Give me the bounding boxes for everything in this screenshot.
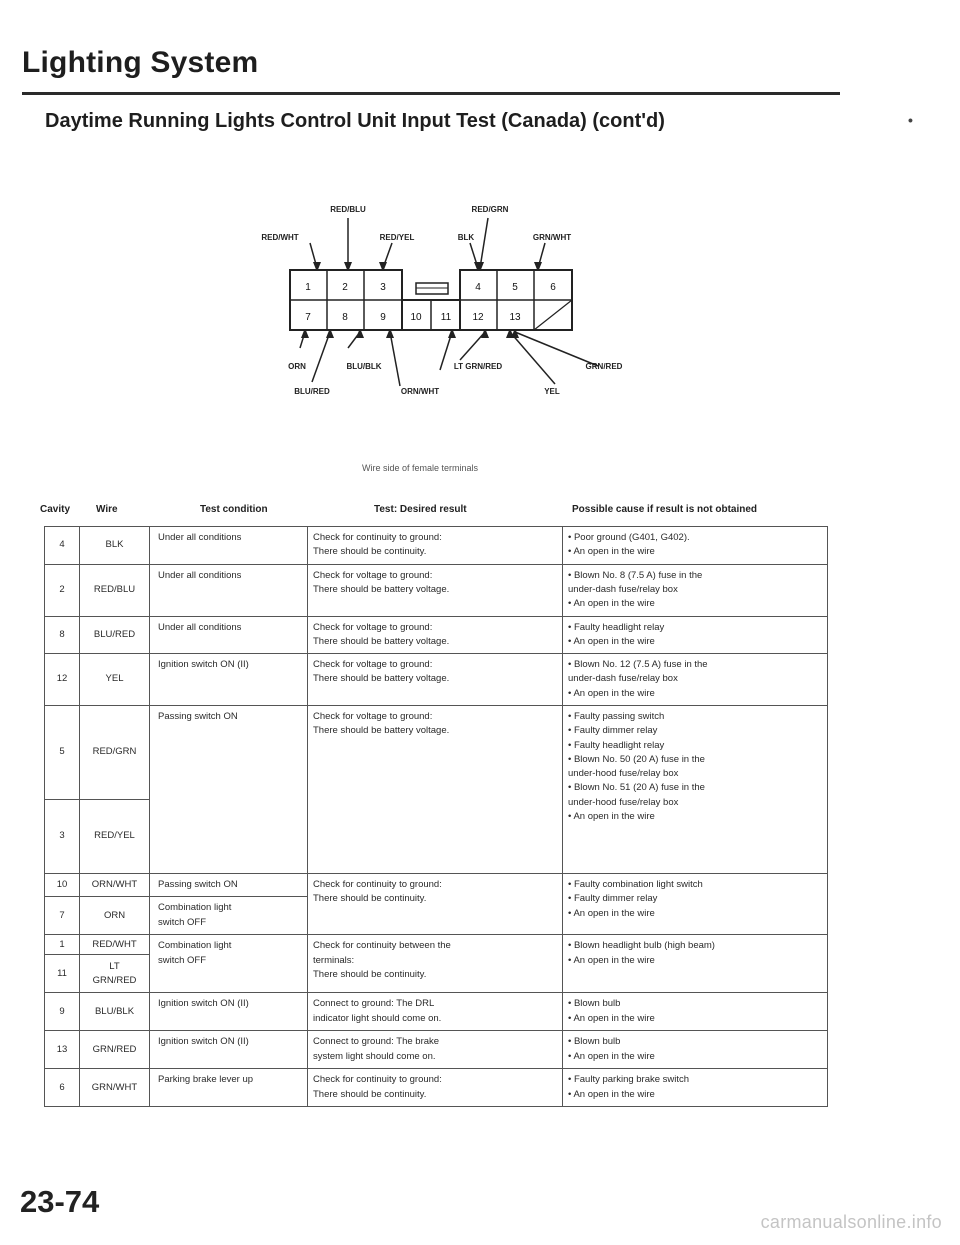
cavity-cell: 3 [45, 800, 80, 874]
desired-result-cell: Connect to ground: The DRL indicator light should come on. [308, 993, 563, 1031]
cavity-num: 6 [550, 282, 556, 293]
wire-label-red-yel: RED/YEL [379, 233, 415, 242]
wire-color-cell: BLK [80, 527, 150, 565]
desired-result-cell: Check for voltage to ground: There should be battery voltage. [308, 654, 563, 706]
wire-label-lt-grn-red: LT GRN/RED [453, 362, 503, 371]
cause-line: • Faulty parking brake switch [568, 1074, 690, 1086]
table-row [45, 564, 828, 616]
condition-cell: Combination light switch OFF [150, 935, 308, 993]
condition-cell: Passing switch ON [150, 706, 308, 874]
cause-line: • Faulty passing switch [568, 711, 665, 722]
cause-line: • An open in the wire [568, 907, 655, 919]
cause-line: under-dash fuse/relay box [568, 673, 678, 685]
cause-line: • An open in the wire [568, 810, 655, 822]
possible-cause-cell [563, 654, 828, 706]
section-title: Lighting System [22, 46, 259, 79]
table-row [45, 874, 828, 897]
wire-color-cell: BLU/BLK [80, 993, 150, 1031]
condition-cell: Ignition switch ON (II) [150, 993, 308, 1031]
cause-line: • Blown No. 50 (20 A) fuse in the [568, 753, 705, 765]
table-row [45, 935, 828, 955]
wire-label-blk: BLK [457, 233, 475, 242]
cause-line: • Faulty dimmer relay [568, 725, 658, 737]
cavity-num: 8 [342, 312, 348, 323]
desired-result-cell: Check for continuity to ground: There should be continuity. [308, 1069, 563, 1107]
cavity-num: 10 [410, 312, 422, 323]
possible-cause-cell [563, 706, 828, 874]
possible-cause-cell [563, 616, 828, 654]
wire-color-cell: LT GRN/RED [80, 955, 150, 993]
condition-cell: Combination light switch OFF [150, 897, 308, 935]
possible-cause-cell [563, 935, 828, 993]
cavity-num: 3 [380, 282, 386, 293]
header-possible-cause: Possible cause if result is not obtained [572, 504, 758, 515]
cavity-cell: 11 [45, 955, 80, 993]
possible-cause-cell [563, 993, 828, 1031]
cause-line: • Poor ground (G401, G402). [568, 532, 690, 543]
wire-color-cell: ORN/WHT [80, 874, 150, 897]
condition-cell: Under all conditions [150, 527, 308, 565]
possible-cause-cell [563, 1031, 828, 1069]
wire-color-cell: BLU/RED [80, 616, 150, 654]
cause-line: • Faulty headlight relay [568, 739, 665, 751]
table-row [45, 706, 828, 800]
cavity-cell: 13 [45, 1031, 80, 1069]
cause-line: • Blown No. 51 (20 A) fuse in the [568, 782, 705, 794]
cavity-num: 12 [472, 312, 484, 323]
cause-line: • An open in the wire [568, 1050, 655, 1062]
cause-line: • Faulty combination light switch [568, 879, 703, 890]
cavity-num: 9 [380, 312, 386, 323]
cause-line: • Blown bulb [568, 1036, 621, 1048]
table-row [45, 654, 828, 706]
cavity-num: 11 [440, 312, 452, 323]
header-test-condition: Test condition [200, 504, 268, 515]
table-header [0, 504, 960, 524]
wire-label-blu-blk: BLU/BLK [346, 362, 382, 371]
wire-color-cell: RED/WHT [80, 935, 150, 955]
desired-result-cell: Check for continuity between the terminals: There should be continuity. [308, 935, 563, 993]
condition-cell: Passing switch ON [150, 874, 308, 897]
condition-cell: Ignition switch ON (II) [150, 1031, 308, 1069]
margin-mark: • [908, 112, 913, 128]
possible-cause-cell [563, 527, 828, 565]
cavity-cell: 1 [45, 935, 80, 955]
cavity-num: 1 [305, 282, 311, 293]
test-table [44, 526, 828, 1107]
header-wire: Wire [96, 504, 118, 515]
wire-label-yel: YEL [544, 387, 560, 396]
connector-housing [290, 270, 572, 330]
cause-line: • Blown No. 12 (7.5 A) fuse in the [568, 659, 708, 670]
wire-label-red-wht: RED/WHT [261, 233, 299, 242]
header-desired-result: Test: Desired result [374, 504, 467, 515]
wire-label-red-blu: RED/BLU [330, 205, 366, 214]
cavity-num: 13 [509, 312, 521, 323]
cavity-cell: 9 [45, 993, 80, 1031]
possible-cause-cell [563, 564, 828, 616]
cavity-cell: 6 [45, 1069, 80, 1107]
desired-result-cell: Check for continuity to ground: There should be continuity. [308, 527, 563, 565]
wire-label-orn: ORN [288, 362, 306, 371]
cavity-cell: 2 [45, 564, 80, 616]
desired-result-cell: Check for voltage to ground: There should be battery voltage. [308, 564, 563, 616]
desired-result-cell: Connect to ground: The brake system light should come on. [308, 1031, 563, 1069]
table-row [45, 527, 828, 565]
condition-cell: Under all conditions [150, 564, 308, 616]
wire-color-cell: RED/GRN [80, 706, 150, 800]
cavity-num: 4 [475, 282, 481, 293]
table-row [45, 1031, 828, 1069]
cause-line: • Blown bulb [568, 998, 621, 1010]
cause-line: • An open in the wire [568, 546, 655, 558]
cause-line: • Faulty dimmer relay [568, 893, 658, 905]
condition-cell: Under all conditions [150, 616, 308, 654]
cavity-num: 5 [512, 282, 518, 293]
header-cavity: Cavity [40, 504, 71, 515]
watermark-text: carmanualsonline.info [760, 1212, 942, 1232]
table-row [45, 993, 828, 1031]
wire-color-cell: GRN/RED [80, 1031, 150, 1069]
wire-color-cell: RED/YEL [80, 800, 150, 874]
cavity-cell: 12 [45, 654, 80, 706]
cause-line: • An open in the wire [568, 598, 655, 609]
cavity-cell: 8 [45, 616, 80, 654]
cause-line: • An open in the wire [568, 954, 655, 966]
cavity-cell: 5 [45, 706, 80, 800]
wire-label-red-grn: RED/GRN [471, 205, 509, 214]
page-subtitle: Daytime Running Lights Control Unit Input Test (Canada) (cont'd) [45, 110, 665, 132]
cause-line: • An open in the wire [568, 635, 655, 647]
wire-color-cell: ORN [80, 897, 150, 935]
wire-label-grn-red: GRN/RED [585, 362, 623, 371]
cavity-cell: 4 [45, 527, 80, 565]
table-row [45, 616, 828, 654]
test-table-body [45, 527, 828, 1107]
wire-label-grn-wht: GRN/WHT [532, 233, 572, 242]
possible-cause-cell [563, 1069, 828, 1107]
desired-result-cell: Check for continuity to ground: There should be continuity. [308, 874, 563, 935]
cause-line: under-hood fuse/relay box [568, 768, 679, 779]
cause-line: under-hood fuse/relay box [568, 796, 679, 808]
wire-color-cell: RED/BLU [80, 564, 150, 616]
cause-line: • An open in the wire [568, 1012, 655, 1024]
connector-diagram [0, 0, 960, 480]
wire-label-orn-wht: ORN/WHT [400, 387, 440, 396]
page-number: 23-74 [20, 1184, 100, 1219]
cavity-num: 2 [342, 282, 348, 293]
cause-line: under-dash fuse/relay box [568, 583, 678, 595]
cause-line: • An open in the wire [568, 1088, 655, 1100]
desired-result-cell: Check for voltage to ground: There should be battery voltage. [308, 706, 563, 874]
wire-label-blu-red: BLU/RED [294, 387, 330, 396]
cavity-cell: 7 [45, 897, 80, 935]
connector-svg [0, 0, 960, 480]
diagram-caption: Wire side of female terminals [361, 463, 479, 473]
cause-line: • Blown No. 8 (7.5 A) fuse in the [568, 569, 703, 581]
cavity-num: 7 [305, 312, 311, 323]
condition-cell: Ignition switch ON (II) [150, 654, 308, 706]
condition-cell: Parking brake lever up [150, 1069, 308, 1107]
cause-line: • Blown headlight bulb (high beam) [568, 940, 715, 952]
wire-color-cell: YEL [80, 654, 150, 706]
cause-line: • Faulty headlight relay [568, 621, 665, 633]
cause-line: • An open in the wire [568, 687, 655, 699]
desired-result-cell: Check for voltage to ground: There should be battery voltage. [308, 616, 563, 654]
table-row [45, 1069, 828, 1107]
wire-color-cell: GRN/WHT [80, 1069, 150, 1107]
cavity-cell: 10 [45, 874, 80, 897]
possible-cause-cell [563, 874, 828, 935]
